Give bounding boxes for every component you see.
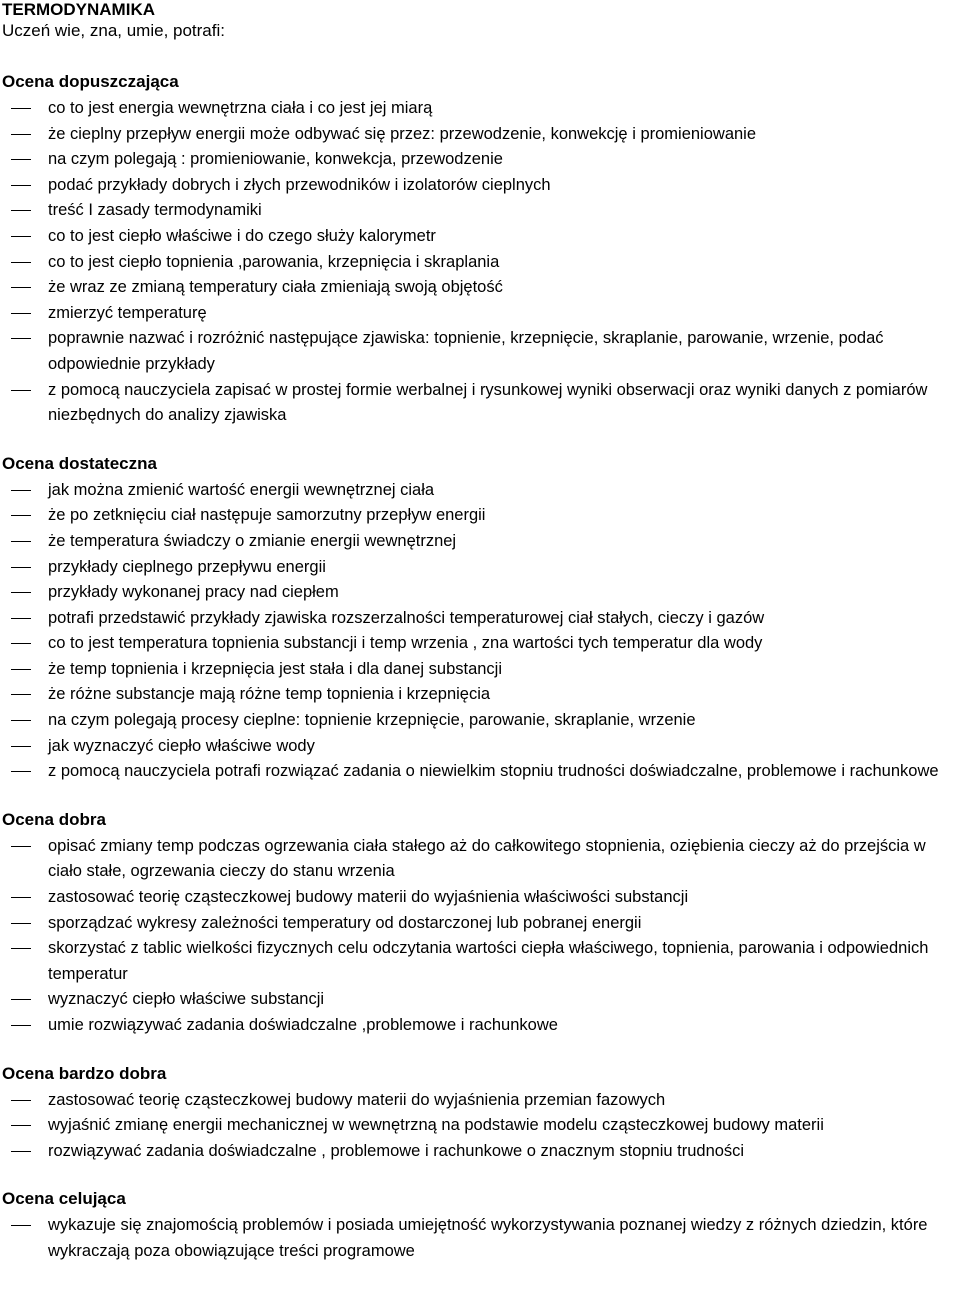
dash-bullet-icon [11,669,31,670]
list-item [2,96,960,122]
section-heading: Ocena celująca [2,1189,126,1209]
dash-bullet-icon [11,1151,31,1152]
section-heading: Ocena dopuszczająca [2,72,179,91]
list-item-text: że temp topnienia i krzepnięcia jest stała i dla danej substancji [48,659,503,678]
list-item-text: co to jest ciepło topnienia ,parowania, krzepnięcia i skraplania [48,252,500,271]
list-item [2,631,960,657]
grade-section [2,1063,960,1165]
requirement-list [2,478,960,785]
list-item [2,503,960,529]
list-item [2,555,960,581]
document-title: TERMODYNAMIKA [2,0,155,19]
dash-bullet-icon [11,618,31,619]
list-item-text: treść I zasady termodynamiki [48,201,262,220]
list-item-text: na czym polegają : promieniowanie, konwekcja, przewodzenie [48,150,503,169]
list-item-text: jak wyznaczyć ciepło właściwe wody [48,736,315,755]
section-heading: Ocena dobra [2,809,106,829]
list-item-text: że wraz ze zmianą temperatury ciała zmieniają swoją objętość [48,278,503,297]
dash-bullet-icon [11,567,31,568]
list-item [2,173,960,199]
list-item [2,147,960,173]
dash-bullet-icon [11,720,31,721]
section-heading: Ocena dostateczna [2,453,157,473]
list-item-text: wyjaśnić zmianę energii mechanicznej w wewnętrzną na podstawie modelu cząsteczkowej budowy materii [48,1116,824,1135]
list-item [2,478,960,504]
dash-bullet-icon [11,1025,31,1026]
dash-bullet-icon [11,746,31,747]
dash-bullet-icon [11,134,31,135]
list-item [2,1088,960,1114]
list-item-text: że temperatura świadczy o zmianie energii wewnętrznej [48,531,457,550]
grade-section [2,809,960,1039]
list-item [2,301,960,327]
list-item-text: że cieplny przepływ energii może odbywać się przez: przewodzenie, konwekcję i promieniowanie [48,124,757,143]
dash-bullet-icon [11,185,31,186]
list-item-text: co to jest energia wewnętrzna ciała i co jest jej miarą [48,99,433,117]
list-item [2,885,960,911]
list-item-text: umie rozwiązywać zadania doświadczalne ,problemowe i rachunkowe [48,1016,558,1034]
dash-bullet-icon [11,490,31,491]
list-item-text: że różne substancje mają różne temp topnienia i krzepnięcia [48,685,491,704]
requirement-list [2,834,960,1039]
list-item [2,122,960,148]
list-item-text: rozwiązywać zadania doświadczalne , problemowe i rachunkowe o znacznym stopniu trudności [48,1141,745,1160]
list-item [2,708,960,734]
list-item-text: podać przykłady dobrych i złych przewodników i izolatorów cieplnych [48,175,551,194]
dash-bullet-icon [11,1100,31,1101]
list-item [2,1139,960,1165]
dash-bullet-icon [11,694,31,695]
list-item [2,682,960,708]
dash-bullet-icon [11,338,31,339]
list-item-text: opisać zmiany temp podczas ogrzewania ciała stałego aż do całkowitego stopnienia, oziębienia cieczy aż do przejścia w ciało stałe, ogrzewania cieczy do stanu wrzenia [48,836,926,881]
list-item [2,224,960,250]
dash-bullet-icon [11,999,31,1000]
list-item-text: co to jest temperatura topnienia substancji i temp wrzenia , zna wartości tych temperatur dla wody [48,634,763,653]
dash-bullet-icon [11,643,31,644]
list-item-text: skorzystać z tablic wielkości fizycznych celu odczytania wartości ciepła właściwego, topnienia, parowania i odpowiednich temperatur [48,939,929,983]
list-item-text: jak można zmienić wartość energii wewnętrznej ciała [48,480,435,499]
dash-bullet-icon [11,236,31,237]
requirement-list [2,96,960,429]
grade-sections [2,71,960,1265]
list-item-text: z pomocą nauczyciela zapisać w prostej formie werbalnej i rysunkowej wyniki obserwacji oraz wyniki danych z pomiarów niezbędnych do analizy zjawiska [48,380,928,425]
dash-bullet-icon [11,541,31,542]
dash-bullet-icon [11,262,31,263]
list-item [2,1013,960,1039]
dash-bullet-icon [11,771,31,772]
list-item-text: wyznaczyć ciepło właściwe substancji [48,990,325,1009]
list-item-text: co to jest ciepło właściwe i do czego służy kalorymetr [48,226,436,245]
list-item-text: zastosować teorię cząsteczkowej budowy materii do wyjaśnienia przemian fazowych [48,1090,666,1109]
dash-bullet-icon [11,159,31,160]
list-item-text: z pomocą nauczyciela potrafi rozwiązać zadania o niewielkim stopniu trudności doświadczalne, problemowe i rachunkowe [48,762,939,781]
list-item-text: poprawnie nazwać i rozróżnić następujące zjawiska: topnienie, krzepnięcie, skraplanie, parowanie, wrzenie, podać odpowiednie przykłady [48,329,884,373]
dash-bullet-icon [11,313,31,314]
document-subtitle: Uczeń wie, zna, umie, potrafi: [2,21,225,40]
list-item [2,734,960,760]
dash-bullet-icon [11,592,31,593]
list-item [2,936,960,987]
list-item [2,580,960,606]
dash-bullet-icon [11,948,31,949]
list-item [2,275,960,301]
dash-bullet-icon [11,897,31,898]
list-item-text: zastosować teorię cząsteczkowej budowy materii do wyjaśnienia właściwości substancji [48,888,689,907]
dash-bullet-icon [11,515,31,516]
list-item-text: przykłady wykonanej pracy nad ciepłem [48,583,339,602]
dash-bullet-icon [11,108,31,109]
dash-bullet-icon [11,390,31,391]
list-item [2,1113,960,1139]
list-item [2,911,960,937]
list-item-text: że po zetknięciu ciał następuje samorzutny przepływ energii [48,506,486,525]
list-item [2,606,960,632]
list-item-text: wykazuje się znajomością problemów i posiada umiejętność wykorzystywania poznanej wiedzy z różnych dziedzin, które wykraczają poza obowiązujące treści programowe [48,1216,928,1260]
dash-bullet-icon [11,846,31,847]
dash-bullet-icon [11,287,31,288]
list-item [2,198,960,224]
list-item-text: sporządzać wykresy zależności temperatury od dostarczonej lub pobranej energii [48,913,642,932]
requirement-list [2,1088,960,1165]
list-item [2,378,960,429]
grade-section [2,453,960,785]
requirement-list [2,1213,960,1264]
grade-section [2,71,960,429]
list-item-text: na czym polegają procesy cieplne: topnienie krzepnięcie, parowanie, skraplanie, wrzenie [48,711,696,730]
grade-section [2,1188,960,1264]
dash-bullet-icon [11,923,31,924]
list-item [2,250,960,276]
list-item [2,326,960,377]
list-item-text: przykłady cieplnego przepływu energii [48,557,326,576]
list-item [2,1213,960,1264]
dash-bullet-icon [11,210,31,211]
list-item [2,987,960,1013]
dash-bullet-icon [11,1225,31,1226]
list-item [2,529,960,555]
section-heading: Ocena bardzo dobra [2,1063,167,1083]
list-item-text: zmierzyć temperaturę [48,303,207,322]
dash-bullet-icon [11,1125,31,1126]
list-item-text: potrafi przedstawić przykłady zjawiska rozszerzalności temperaturowej ciał stałych, cieczy i gazów [48,608,765,627]
list-item [2,834,960,885]
list-item [2,759,960,785]
list-item [2,657,960,683]
